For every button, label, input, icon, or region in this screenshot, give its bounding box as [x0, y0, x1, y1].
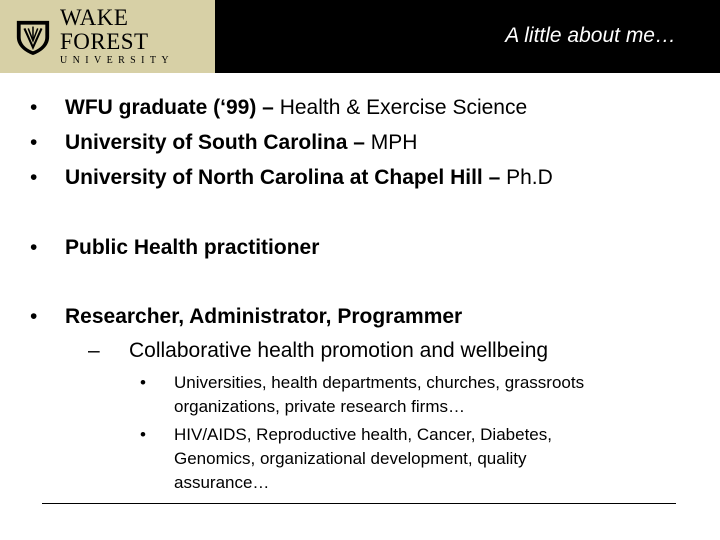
bullet-marker: •: [30, 131, 38, 154]
logo-subtitle: UNIVERSITY: [59, 55, 174, 66]
sub-bullet-collaborative: [88, 339, 548, 363]
sub-sub-bullet-line: HIV/AIDS, Reproductive health, Cancer, Diabetes,: [174, 425, 552, 444]
bullet-bold-text: Public Health practitioner: [65, 236, 320, 259]
bullet-wfu: [30, 96, 527, 120]
bullet-bold-text: WFU graduate (‘99) –: [65, 96, 274, 119]
sub-sub-bullet-marker: •: [140, 425, 146, 444]
sub-bullet-text: Collaborative health promotion and wellbeing: [129, 339, 549, 362]
sub-bullet-marker: –: [88, 339, 100, 362]
shield-icon: [14, 17, 52, 57]
slide-header: [0, 0, 720, 73]
bullet-researcher: [30, 305, 462, 329]
sub-sub-bullet-line: assurance…: [174, 473, 270, 492]
bullet-bold-text: Researcher, Administrator, Programmer: [65, 305, 463, 328]
sub-sub-bullet-line: Universities, health departments, churches, grassroots: [174, 373, 585, 392]
footer-divider: [42, 503, 676, 504]
bullet-text: Ph.D: [500, 166, 553, 189]
bullet-usc: [30, 131, 417, 155]
bullet-unc: [30, 166, 553, 190]
bullet-marker: •: [30, 96, 38, 119]
bullet-public-health: [30, 236, 319, 260]
bullet-text: Health & Exercise Science: [273, 96, 528, 119]
wfu-logo: [0, 0, 215, 73]
bullet-marker: •: [30, 236, 38, 259]
bullet-marker: •: [30, 305, 38, 328]
bullet-bold-text: University of North Carolina at Chapel Hill –: [65, 166, 501, 189]
bullet-bold-text: University of South Carolina –: [65, 131, 365, 154]
sub-sub-bullet-marker: •: [140, 373, 146, 392]
bullet-marker: •: [30, 166, 38, 189]
sub-sub-bullet-line: organizations, private research firms…: [174, 397, 466, 416]
bullet-text: MPH: [364, 131, 418, 154]
logo-name: WAKE FOREST: [59, 5, 149, 54]
sub-sub-bullet-line: Genomics, organizational development, quality: [174, 449, 527, 468]
slide-title: A little about me…: [505, 24, 676, 47]
